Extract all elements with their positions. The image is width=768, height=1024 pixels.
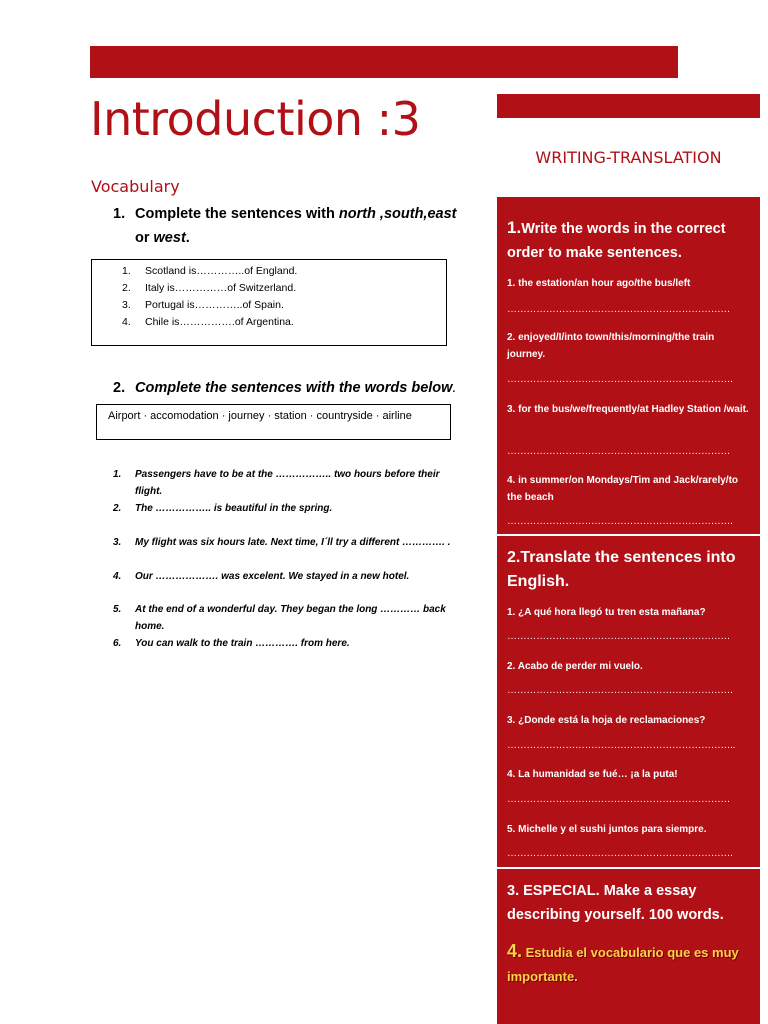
section4-note: [507, 939, 752, 989]
section4-text: Estudia el vocabulario que es muy importante.: [507, 945, 739, 984]
exercise1-text-a: Complete the sentences with: [135, 206, 339, 222]
section-divider: [497, 867, 760, 869]
answer-line: ……………………………………………………………: [507, 631, 731, 642]
list-item: [122, 265, 297, 277]
header-bar: [90, 46, 678, 78]
sentence-number: 5.: [113, 604, 122, 615]
section1-item: 4. in summer/on Mondays/Tim and Jack/rarely/to the beach: [507, 475, 739, 503]
section2-item: 4. La humanidad se fué… ¡a la puta!: [507, 769, 678, 780]
answer-line: ……………………………………………………………: [507, 446, 731, 457]
sentence-text: Passengers have to be at the …………….. two hours before their flight.: [135, 469, 440, 497]
sentence-number: 6.: [113, 638, 122, 649]
item-text: Chile is…………….of Argentina.: [145, 316, 294, 328]
sentence-number: 2.: [113, 503, 122, 514]
sentence-item: [113, 568, 465, 585]
exercise1-text-b: north ,south,east: [338, 206, 457, 222]
sentence-number: 1.: [113, 469, 122, 480]
exercise2-number: 2.: [113, 380, 126, 396]
answer-line: …………………………………………………………….: [507, 516, 733, 527]
sentence-text: My flight was six hours late. Next time, I´ll try a different …………. .: [135, 537, 451, 548]
answer-line: ……………………………………………………………: [507, 304, 731, 315]
list-item: [122, 299, 284, 311]
sentence-number: 4.: [113, 571, 122, 582]
section1-item: 1. the estation/an hour ago/the bus/left: [507, 278, 691, 289]
section2-item: 3. ¿Donde está la hoja de reclamaciones?: [507, 715, 706, 726]
section1-number: 1.: [507, 218, 522, 237]
section2-item: 2. Acabo de perder mi vuelo.: [507, 661, 643, 672]
section2-heading: 2.Translate the sentences into English.: [507, 549, 736, 590]
side-header-bar: [497, 94, 760, 118]
sentence-item: [113, 534, 465, 551]
exercise1-number: 1.: [113, 206, 126, 222]
section-divider: [497, 534, 760, 536]
section1-item: 3. for the bus/we/frequently/at Hadley Station /wait.: [507, 404, 749, 415]
answer-line: ……………………………………………………………: [507, 794, 731, 805]
sentence-text: You can walk to the train …………. from here.: [135, 638, 350, 649]
sentence-item: [113, 635, 465, 652]
item-number: 1.: [122, 265, 131, 277]
section3-heading: 3. ESPECIAL. Make a essay describing yourself. 100 words.: [507, 883, 724, 923]
sentence-item: [113, 466, 465, 500]
sentence-text: The …………….. is beautiful in the spring.: [135, 503, 333, 514]
word-bank-box: Airport · accomodation · journey · station · countryside · airline: [96, 404, 451, 440]
exercise1-text-c: or: [135, 230, 154, 246]
answer-line: ……………………………………………………………..: [507, 740, 736, 751]
sentence-item: [113, 601, 465, 635]
section1-item: 2. enjoyed/I/into town/this/morning/the train journey.: [507, 332, 715, 360]
list-item: [122, 316, 294, 328]
sentence-text: At the end of a wonderful day. They began the long ………… back home.: [135, 604, 446, 632]
sentence-number: 3.: [113, 537, 122, 548]
section2-item: 5. Michelle y el sushi juntos para siempre.: [507, 824, 707, 835]
answer-line: …………………………………………………………….: [507, 685, 733, 696]
exercise2-text: Complete the sentences with the words below: [135, 380, 453, 396]
writing-translation-panel: [497, 197, 760, 1024]
exercise1-instruction: [113, 202, 493, 250]
exercise1-box: [91, 259, 447, 346]
item-number: 2.: [122, 282, 131, 294]
item-number: 3.: [122, 299, 131, 311]
item-text: Scotland is…………..of England.: [145, 265, 298, 277]
item-number: 4.: [122, 316, 131, 328]
item-text: Italy is……………of Switzerland.: [145, 282, 297, 294]
section4-number: 4.: [507, 941, 523, 961]
exercise2-instruction: [113, 380, 456, 396]
item-text: Portugal is…………..of Spain.: [145, 299, 284, 311]
sentence-item: [113, 500, 465, 517]
vocabulary-label: Vocabulary: [91, 177, 180, 196]
page-title: Introduction :3: [90, 92, 421, 146]
sentence-text: Our ………………. was excelent. We stayed in a new hotel.: [135, 571, 410, 582]
exercise2-period: .: [452, 380, 457, 396]
section1-heading: [507, 216, 752, 265]
exercise1-text-e: .: [185, 230, 190, 246]
section1-text: Write the words in the correct order to make sentences.: [507, 221, 726, 261]
section2-item: 1. ¿A qué hora llegó tu tren esta mañana?: [507, 607, 706, 618]
side-heading: WRITING-TRANSLATION: [535, 148, 722, 167]
list-item: [122, 282, 296, 294]
answer-line: …………………………………………………………….: [507, 848, 733, 859]
answer-line: …………………………………………………………….: [507, 374, 733, 385]
exercise1-text-d: west: [153, 230, 186, 246]
